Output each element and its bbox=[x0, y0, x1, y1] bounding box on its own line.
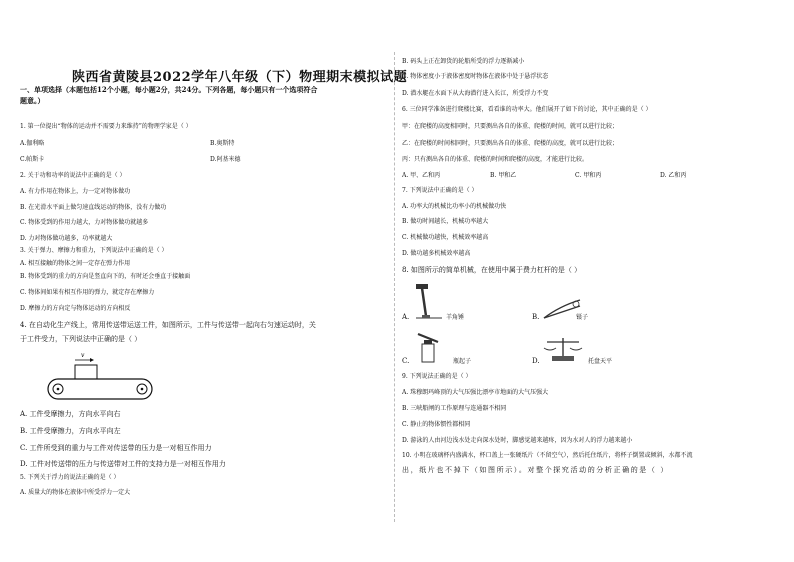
option-3a: A. 相互接触的物体之间一定存在弹力作用 bbox=[20, 260, 131, 267]
question-6: 6. 三位同学准备进行爬楼比赛，看看谁的功率大。他们展开了如下的讨论，其中正确的是（ ） bbox=[402, 106, 652, 113]
section-heading-cont: 题意。） bbox=[20, 96, 45, 105]
conveyor-belt bbox=[48, 379, 152, 399]
option-8b-letter: B. bbox=[532, 313, 540, 321]
option-3b: B. 物体受到的重力的方向是竖直向下的，有时还会垂直于接触面 bbox=[20, 273, 191, 280]
option-2c: C. 物体受到的作用力越大，力对物体做功就越多 bbox=[20, 219, 149, 226]
option-6d: D. 乙和丙 bbox=[660, 172, 687, 179]
right-roller-axle bbox=[141, 388, 144, 391]
option-6c: C. 甲和丙 bbox=[575, 172, 602, 179]
option-4d: D. 工件对传送带的压力与传送带对工件的支持力是一对相互作用力 bbox=[20, 460, 226, 468]
question-1: 1. 第一位提出“物体的运动并不需要力来维持”的物理学家是（ ） bbox=[20, 123, 192, 130]
question-7: 7. 下列说法中正确的是（ ） bbox=[402, 187, 478, 194]
option-7c: C. 机械做功越快，机械效率越高 bbox=[402, 234, 489, 241]
option-4c: C. 工件所受到的重力与工件对传送带的压力是一对相互作用力 bbox=[20, 444, 212, 452]
statement-bing: 丙：只有测出各自的体重、爬楼的时间和爬楼的高度，才能进行比较。 bbox=[402, 156, 589, 163]
option-5c: C. 物体密度小于液体密度时物体在液体中处于悬浮状态 bbox=[402, 73, 549, 80]
option-8c-label: 瓶起子 bbox=[453, 358, 472, 365]
option-8a-label: 羊角锤 bbox=[446, 314, 465, 321]
question-9: 9. 下列说法正确的是（ ） bbox=[402, 373, 472, 380]
conveyor-figure bbox=[40, 350, 170, 406]
left-roller-axle bbox=[57, 388, 60, 391]
option-1d: D.阿基米德 bbox=[210, 156, 241, 163]
option-6b: B. 甲和乙 bbox=[490, 172, 517, 179]
option-7b: B. 做功时间越长，机械功率越大 bbox=[402, 218, 489, 225]
option-1b: B.奥斯特 bbox=[210, 140, 235, 147]
question-10: 10. 小明在玻璃杯内盛满水，杯口盖上一张硬纸片（不留空气），然后托住纸片，将杯子倒置或倾斜，水都不流 bbox=[402, 452, 693, 459]
option-9d: D. 游泳的人由河边浅水处走向深水处时，脚感觉越来越疼，因为水对人的浮力越来越小 bbox=[402, 437, 633, 444]
option-9b: B. 三峡船闸的工作原理与连通器不相同 bbox=[402, 405, 507, 412]
question-4-cont: 于工件受力，下列说法中正确的是（ ） bbox=[20, 335, 142, 343]
exam-title: 陕西省黄陵县2022学年八年级（下）物理期末模拟试题 bbox=[72, 70, 408, 85]
question-4: 4. 在自动化生产线上，常用传送带运送工件，如图所示，工件与传送带一起向右匀速运动时，关 bbox=[20, 321, 316, 329]
bottle-opener-icon bbox=[414, 330, 444, 364]
option-9c: C. 静止的物体惯性都相同 bbox=[402, 421, 471, 428]
option-8a-letter: A. bbox=[402, 313, 410, 321]
velocity-label: v bbox=[81, 352, 85, 359]
question-5: 5. 下列关于浮力的说法正确的是（ ） bbox=[20, 474, 120, 481]
option-5a: A. 质量大的物体在液体中所受浮力一定大 bbox=[20, 489, 131, 496]
option-5d: D. 潜水艇在水面下从大海潜行进入长江，所受浮力不变 bbox=[402, 90, 549, 97]
option-4b: B. 工件受摩擦力，方向水平向左 bbox=[20, 427, 121, 435]
option-5b: B. 码头上正在卸货的轮船所受的浮力逐渐减小 bbox=[402, 58, 525, 65]
question-8: 8. 如图所示的简单机械，在使用中属于费力杠杆的是（ ） bbox=[402, 266, 582, 274]
section-heading: 一、单项选择（本题包括12个小题，每小题2分，共24分。下列各题，每小题只有一个选项符合 bbox=[20, 85, 318, 94]
workpiece-block bbox=[75, 365, 97, 379]
statement-jia: 甲：在爬楼的高度相同时，只要测出各自的体重、爬楼的时间，就可以进行比较； bbox=[402, 123, 619, 130]
question-3: 3. 关于弹力、摩擦力和重力，下列说法中正确的是（ ） bbox=[20, 247, 168, 254]
option-7d: D. 做功越多机械效率越高 bbox=[402, 250, 471, 257]
option-8d-label: 托盘天平 bbox=[588, 358, 613, 365]
statement-yi: 乙：在爬楼的时间相同时，只要测出各自的体重、爬楼的高度，就可以进行比较； bbox=[402, 140, 619, 147]
option-8b-label: 镊子 bbox=[576, 314, 589, 321]
balance-scale-icon bbox=[542, 334, 584, 364]
option-7a: A. 功率大的机械比功率小的机械做功快 bbox=[402, 203, 507, 210]
option-3c: C. 物体间如果有相互作用的弹力，就定存在摩擦力 bbox=[20, 289, 155, 296]
option-4a: A. 工件受摩擦力，方向水平向右 bbox=[20, 410, 121, 418]
option-8d-letter: D. bbox=[532, 357, 540, 365]
question-10-cont: 出，纸片也不掉下（如图所示）。对整个探究活动的分析正确的是（ ） bbox=[402, 466, 669, 474]
velocity-arrowhead bbox=[90, 358, 94, 362]
option-6a: A. 甲、乙和丙 bbox=[402, 172, 441, 179]
option-1c: C.帕斯卡 bbox=[20, 156, 45, 163]
option-2b: B. 在光滑水平面上做匀速直线运动的物体，没有力做功 bbox=[20, 204, 167, 211]
option-1a: A.伽利略 bbox=[20, 140, 45, 147]
question-2: 2. 关于功和功率的说法中正确的是（ ） bbox=[20, 172, 126, 179]
option-2d: D. 力对物体做功越多，功率就越大 bbox=[20, 235, 113, 242]
option-9a: A. 珠穆朗玛峰顶的大气压强比漂亭市地面的大气压强大 bbox=[402, 389, 549, 396]
option-3d: D. 摩擦力的方向定与物体运动的方向相反 bbox=[20, 305, 131, 312]
option-8c-letter: C. bbox=[402, 357, 410, 365]
column-divider bbox=[394, 52, 395, 522]
option-2a: A. 有力作用在物体上，力一定对物体做功 bbox=[20, 188, 131, 195]
